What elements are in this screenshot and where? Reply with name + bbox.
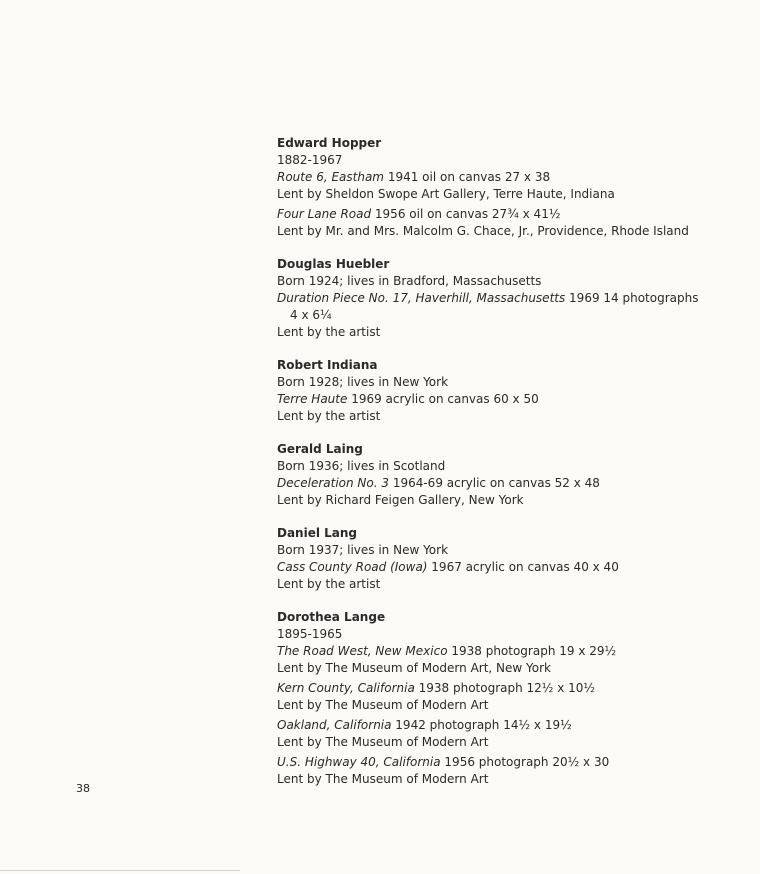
work-title: Kern County, California	[277, 681, 415, 695]
work-entry	[277, 290, 737, 341]
artist-bio: 1895-1965	[277, 627, 343, 641]
page-number: 38	[76, 782, 90, 795]
work-lender: Lent by the artist	[277, 409, 381, 423]
artist-entry-daniel-lang	[277, 525, 737, 593]
work-lender: Lent by the artist	[277, 325, 381, 339]
work-line	[277, 559, 737, 576]
work-details: 1969 acrylic on canvas 60 x 50	[347, 392, 539, 406]
work-lender: Lent by Richard Feigen Gallery, New York	[277, 493, 524, 507]
work-details: 1969 14 photographs	[565, 291, 699, 305]
work-line	[277, 680, 737, 697]
work-entry	[277, 169, 737, 203]
work-line	[277, 717, 737, 734]
work-details-continued: 4 x 6¼	[290, 308, 332, 322]
work-entry	[277, 643, 737, 677]
artist-list	[277, 135, 737, 804]
work-entry	[277, 559, 737, 593]
work-line	[277, 754, 737, 771]
work-entry	[277, 754, 737, 788]
artist-name: Gerald Laing	[277, 442, 363, 456]
work-lender: Lent by The Museum of Modern Art, New York	[277, 661, 551, 675]
work-entry	[277, 391, 737, 425]
artist-bio: Born 1936; lives in Scotland	[277, 459, 446, 473]
page-edge-shadow	[0, 870, 240, 871]
artist-entry-douglas-huebler	[277, 256, 737, 341]
work-title: U.S. Highway 40, California	[277, 755, 441, 769]
work-details: 1938 photograph 19 x 29½	[447, 644, 617, 658]
artist-name: Robert Indiana	[277, 358, 378, 372]
work-title: Cass County Road (Iowa)	[277, 560, 428, 574]
artist-name: Dorothea Lange	[277, 610, 386, 624]
artist-entry-robert-indiana	[277, 357, 737, 425]
work-entry	[277, 475, 737, 509]
work-details: 1938 photograph 12½ x 10½	[414, 681, 596, 695]
work-line	[277, 290, 737, 307]
artist-name: Daniel Lang	[277, 526, 358, 540]
work-line	[277, 475, 737, 492]
work-title: Four Lane Road	[277, 207, 372, 221]
work-title: Route 6, Eastham	[277, 170, 384, 184]
work-line	[277, 169, 737, 186]
work-title: Deceleration No. 3	[277, 476, 389, 490]
work-line	[277, 391, 737, 408]
work-lender: Lent by The Museum of Modern Art	[277, 772, 489, 786]
work-details: 1967 acrylic on canvas 40 x 40	[427, 560, 619, 574]
work-line	[277, 206, 737, 223]
work-details: 1964-69 acrylic on canvas 52 x 48	[389, 476, 600, 490]
work-title: Oakland, California	[277, 718, 392, 732]
work-details: 1956 photograph 20½ x 30	[440, 755, 610, 769]
artist-bio: Born 1937; lives in New York	[277, 543, 449, 557]
artist-name: Douglas Huebler	[277, 257, 390, 271]
artist-bio: 1882-1967	[277, 153, 343, 167]
artist-entry-gerald-laing	[277, 441, 737, 509]
work-details: 1941 oil on canvas 27 x 38	[384, 170, 551, 184]
artist-bio: Born 1924; lives in Bradford, Massachusetts	[277, 274, 542, 288]
work-details: 1942 photograph 14½ x 19½	[391, 718, 572, 732]
work-lender: Lent by The Museum of Modern Art	[277, 698, 489, 712]
work-title: The Road West, New Mexico	[277, 644, 448, 658]
work-details: 1956 oil on canvas 27¾ x 41½	[371, 207, 561, 221]
work-title: Duration Piece No. 17, Haverhill, Massachusetts	[277, 291, 566, 305]
artist-bio: Born 1928; lives in New York	[277, 375, 449, 389]
artist-name: Edward Hopper	[277, 136, 382, 150]
work-entry	[277, 680, 737, 714]
work-lender: Lent by Sheldon Swope Art Gallery, Terre Haute, Indiana	[277, 187, 615, 201]
work-entry	[277, 206, 737, 240]
work-lender: Lent by Mr. and Mrs. Malcolm G. Chace, Jr., Providence, Rhode Island	[277, 224, 689, 238]
work-lender: Lent by The Museum of Modern Art	[277, 735, 489, 749]
work-line	[277, 643, 737, 660]
work-lender: Lent by the artist	[277, 577, 381, 591]
artist-entry-edward-hopper	[277, 135, 737, 240]
work-entry	[277, 717, 737, 751]
work-title: Terre Haute	[277, 392, 348, 406]
artist-entry-dorothea-lange	[277, 609, 737, 788]
